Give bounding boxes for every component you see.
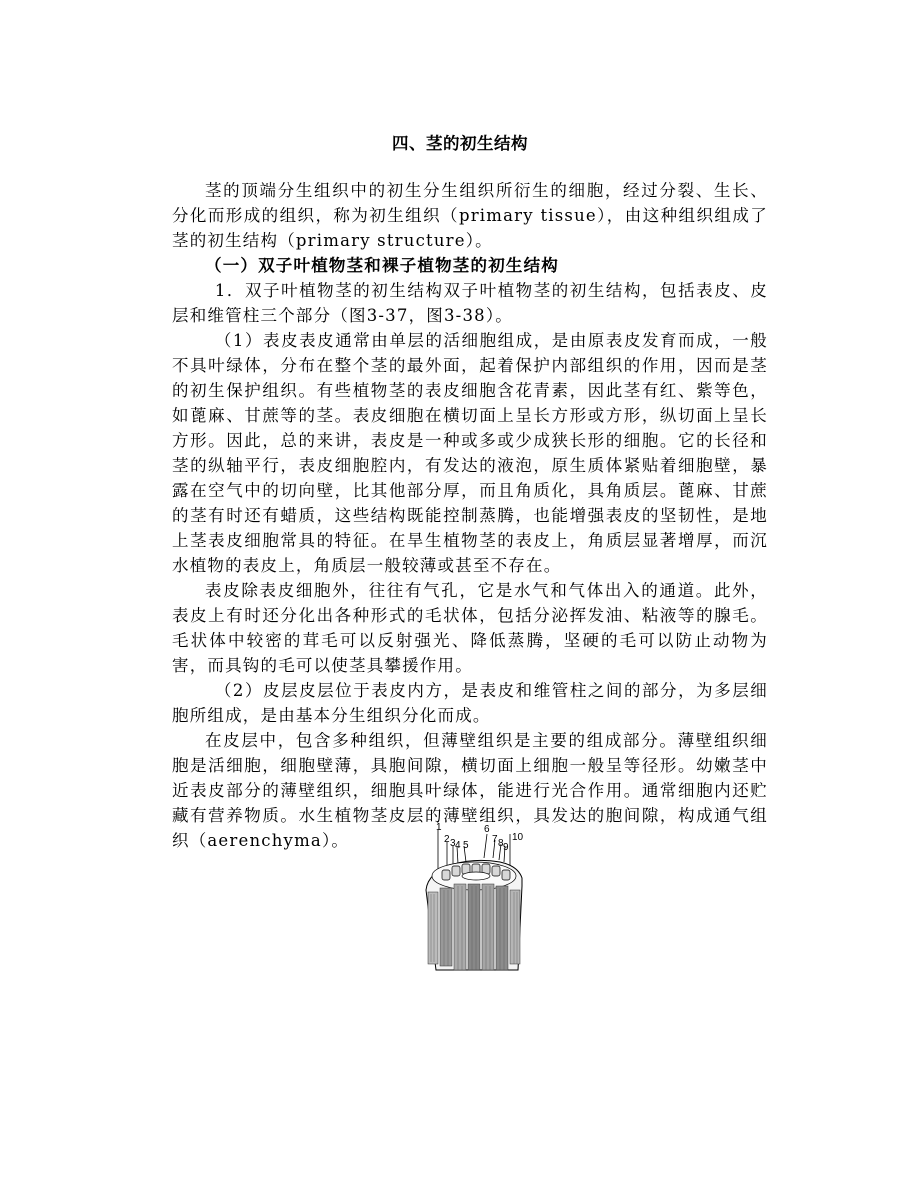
figure-label-1: 1 (436, 822, 442, 833)
page-title: 四、茎的初生结构 (392, 134, 528, 153)
paragraph-cortex: （2）皮层皮层位于表皮内方，是表皮和维管柱之间的部分，为多层细胞所组成，是由基本分生组织分化而成。 (172, 681, 768, 725)
figure-label-5: 5 (463, 840, 469, 851)
document-body (172, 178, 768, 853)
figure-label-8: 8 (498, 838, 504, 849)
figure-label-7: 7 (492, 834, 498, 845)
paragraph-stomata: 表皮除表皮细胞外，往往有气孔，它是水气和气体出入的通道。此外，表皮上有时还分化出各种形式的毛状体，包括分泌挥发油、粘液等的腺毛。毛状体中较密的茸毛可以反射强光、降低蒸腾，坚硬的毛可以防止动物为害，而具钩的毛可以使茎具攀援作用。 (172, 581, 768, 675)
stem-structure-figure (414, 820, 534, 972)
paragraph-dicot-structure: 1．双子叶植物茎的初生结构双子叶植物茎的初生结构，包括表皮、皮层和维管柱三个部分（图3-37，图3-38）。 (172, 281, 768, 325)
paragraph-epidermis: （1）表皮表皮通常由单层的活细胞组成，是由原表皮发育而成，一般不具叶绿体，分布在整个茎的最外面，起着保护内部组织的作用，因而是茎的初生保护组织。有些植物茎的表皮细胞含花青素，因此茎有红、紫等色，如蓖麻、甘蔗等的茎。表皮细胞在横切面上呈长方形或方形，纵切面上呈长方形。因此，总的来讲，表皮是一种或多或少成狭长形的细胞。它的长径和茎的纵轴平行，表皮细胞腔内，有发达的液泡，原生质体紧贴着细胞壁，暴露在空气中的切向壁，比其他部分厚，而且角质化，具角质层。蓖麻、甘蔗的茎有时还有蜡质，这些结构既能控制蒸腾，也能增强表皮的坚韧性，是地上茎表皮细胞常具的特征。在旱生植物茎的表皮上，角质层显著增厚，而沉水植物的表皮上，角质层一般较薄或甚至不存在。 (172, 331, 768, 575)
figure-label-10: 10 (512, 832, 524, 843)
paragraph-cortex-tissues: 在皮层中，包含多种组织，但薄壁组织是主要的组成部分。薄壁组织细胞是活细胞，细胞壁薄，具胞间隙，横切面上细胞一般呈等径形。幼嫩茎中近表皮部分的薄壁组织，细胞具叶绿体，能进行光合作用。通常细胞内还贮藏有营养物质。水生植物茎皮层的薄壁组织，具发达的胞间隙，构成通气组织（aerenchyma）。 (172, 731, 768, 850)
figure-label-3: 3 (450, 838, 456, 849)
figure-label-2: 2 (444, 834, 450, 845)
section-heading: （一）双子叶植物茎和裸子植物茎的初生结构 (205, 256, 559, 275)
figure-label-9: 9 (503, 842, 509, 853)
figure-columns (428, 884, 520, 970)
figure-label-6: 6 (484, 824, 490, 835)
paragraph-intro: 茎的顶端分生组织中的初生分生组织所衍生的细胞，经过分裂、生长、分化而形成的组织，称为初生组织（primary tissue），由这种组织组成了茎的初生结构（primary structure）。 (172, 181, 768, 250)
figure-label-4: 4 (455, 840, 461, 851)
